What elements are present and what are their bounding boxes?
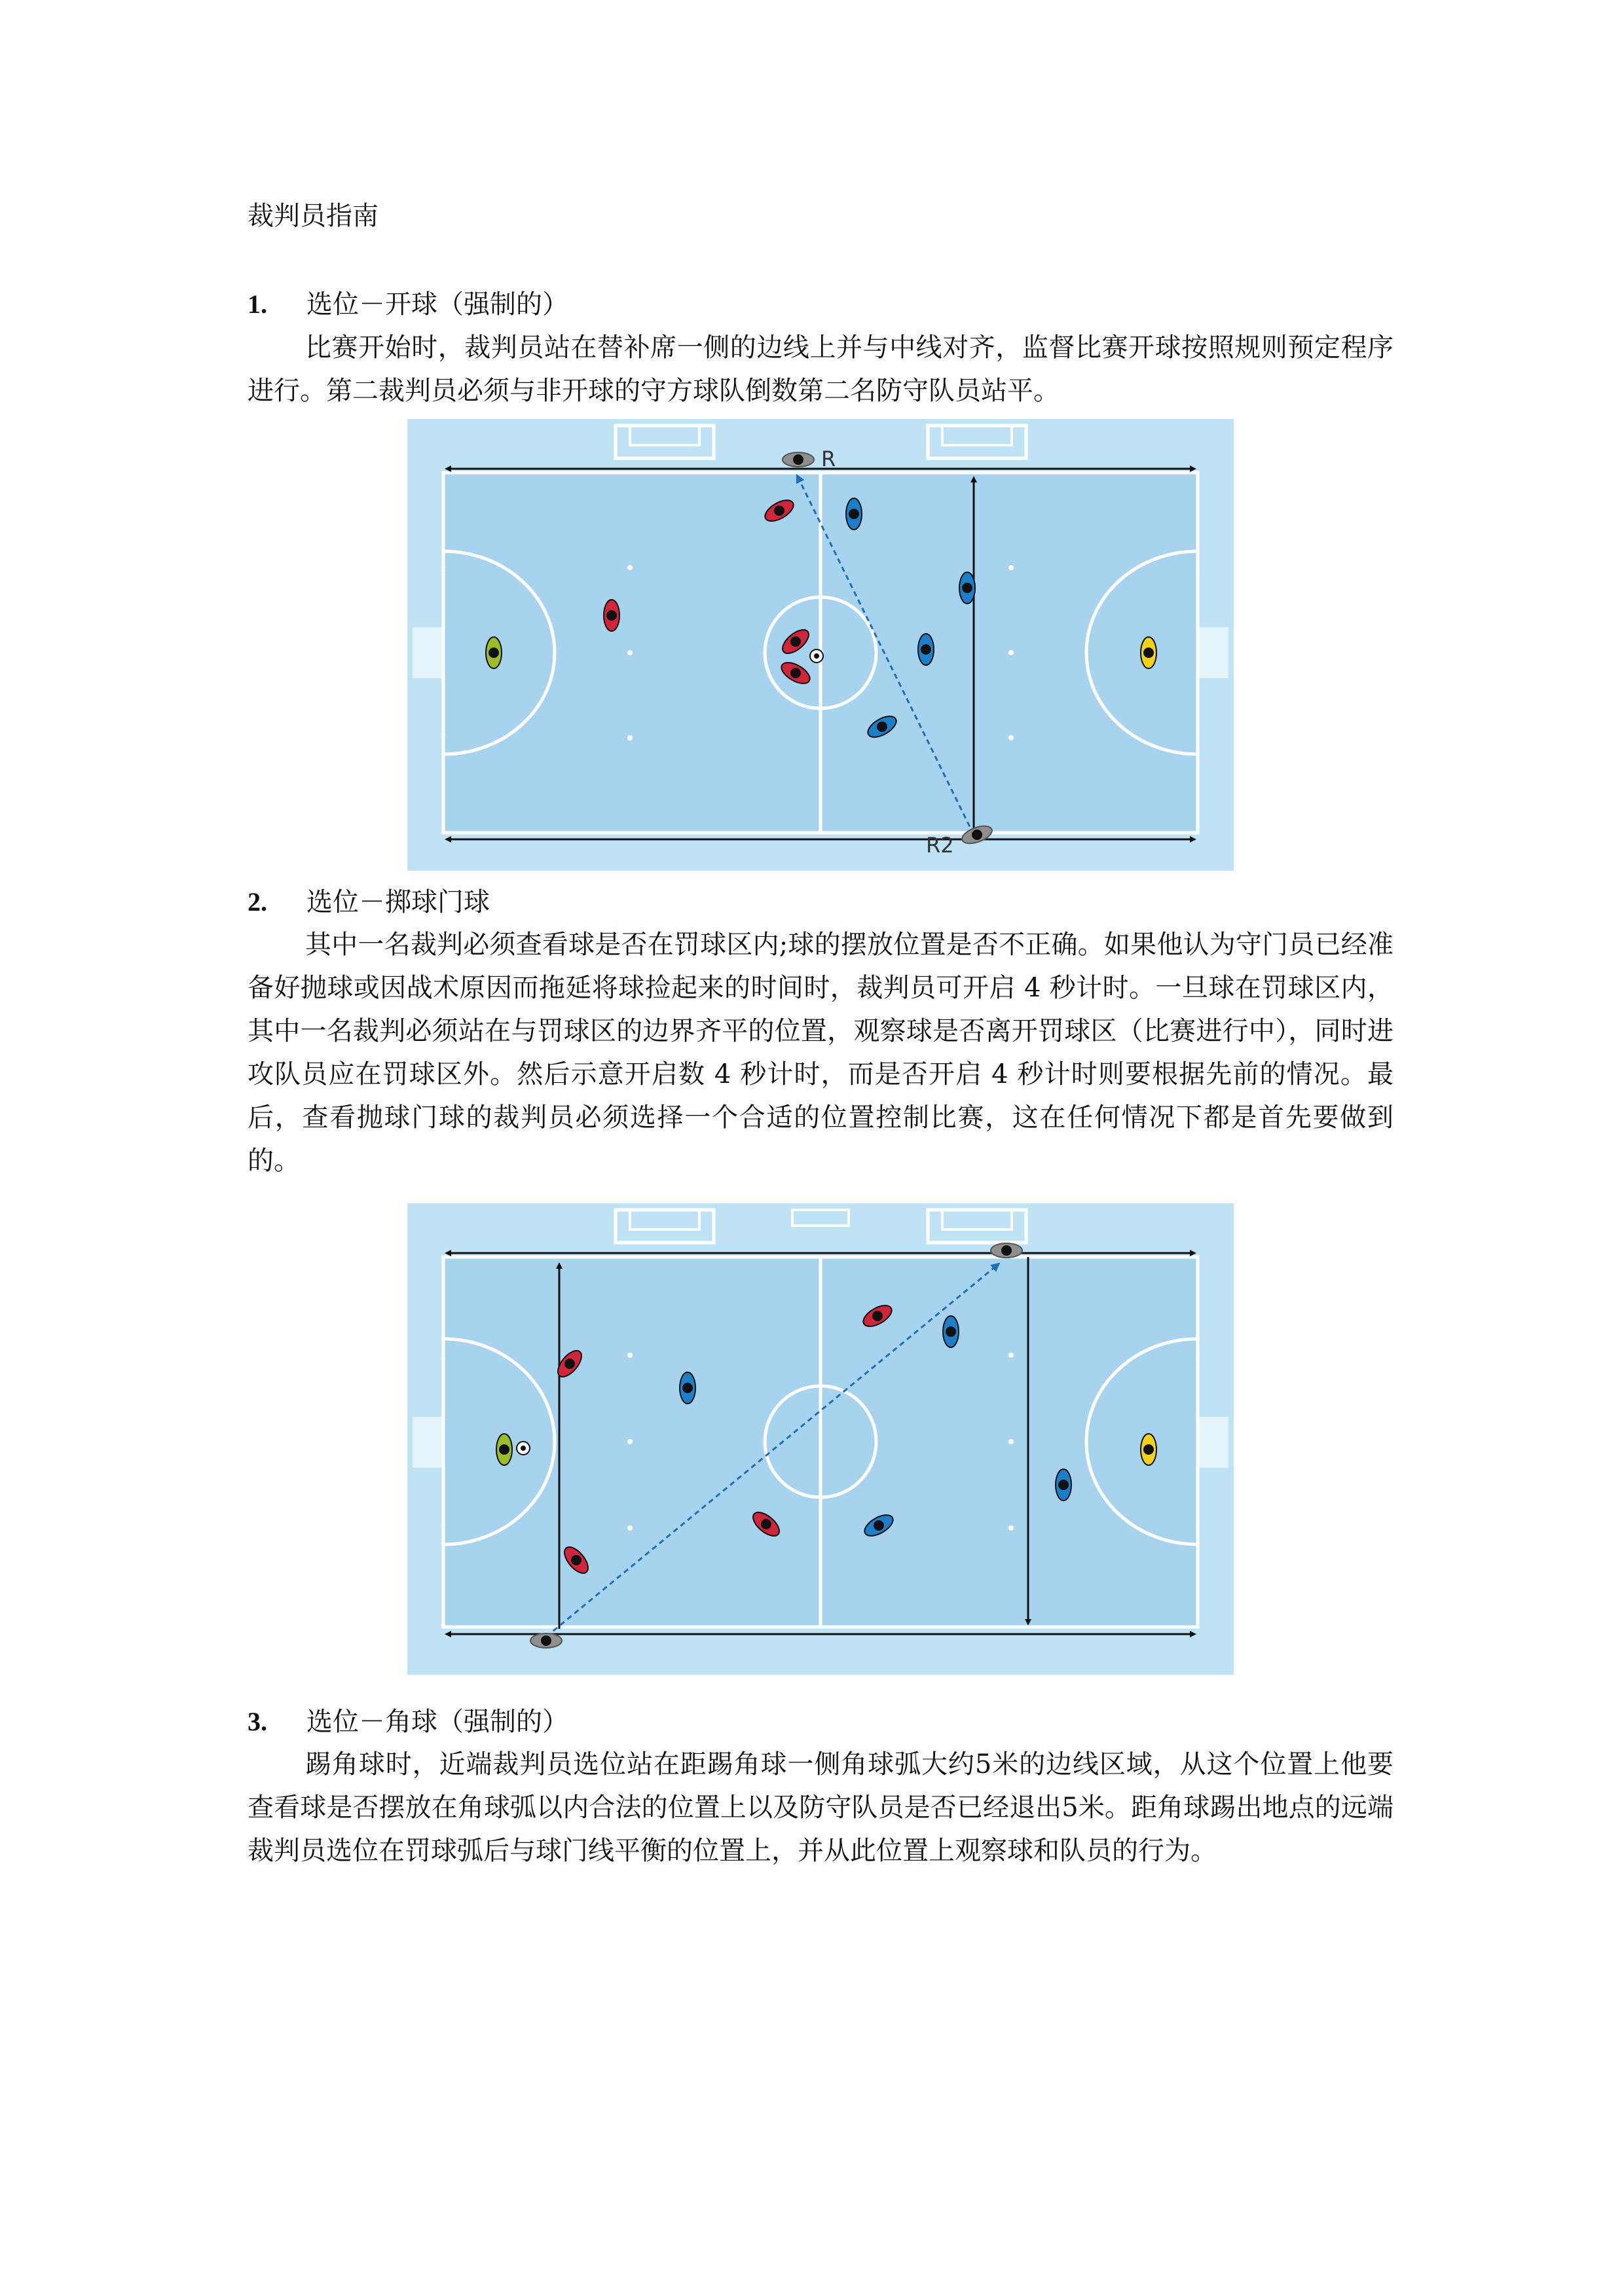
section-1-body: 比赛开始时，裁判员站在替补席一侧的边线上并与中线对齐，监督比赛开球按照规则预定程序进行。第二裁判员必须与非开球的守方球队倒数第二名防守队员站平。 <box>248 333 1393 406</box>
blue-player <box>943 1316 959 1347</box>
section-title: 选位－掷球门球 <box>306 887 490 917</box>
section-2-heading <box>248 883 490 922</box>
section-title: 选位－开球（强制的） <box>306 289 568 319</box>
goal-clearance-diagram <box>407 1203 1234 1675</box>
ball <box>810 649 823 663</box>
section-3-heading <box>248 1702 568 1741</box>
referee-bottom-label: R2 <box>926 833 954 858</box>
blue-player <box>918 634 934 665</box>
goal-clearance-court-svg <box>407 1203 1234 1675</box>
section-number: 3. <box>248 1707 267 1736</box>
goalkeeper-green <box>496 1434 512 1465</box>
blue-player <box>959 572 975 604</box>
section-number: 1. <box>248 289 267 319</box>
blue-player <box>680 1372 695 1404</box>
red-player <box>604 600 619 631</box>
section-1-heading <box>248 285 568 324</box>
goalkeeper-green <box>486 637 502 668</box>
referee-top <box>783 452 814 467</box>
kickoff-court-svg <box>407 419 1234 871</box>
section-3-body: 踢角球时，近端裁判员选位站在距踢角球一侧角球弧大约5米的边线区域，从这个位置上他要查看球是否摆放在角球弧以内合法的位置上以及防守队员是否已经退出5米。距角球踢出地点的远端裁判员选位在罚球弧后与球门线平衡的位置上，并从此位置上观察球和队员的行为。 <box>248 1749 1393 1866</box>
goal-net-left <box>413 1417 443 1468</box>
section-title: 选位－角球（强制的） <box>306 1707 568 1737</box>
goalkeeper-yellow <box>1141 637 1156 668</box>
goal-net-right <box>1198 1417 1228 1468</box>
referee-top-label: R <box>821 446 836 471</box>
goalkeeper-yellow <box>1141 1434 1156 1465</box>
section-number: 2. <box>248 887 267 917</box>
kickoff-diagram <box>407 419 1234 871</box>
ball <box>517 1442 530 1455</box>
section-2-body: 其中一名裁判必须查看球是否在罚球区内;球的摆放位置是否不正确。如果他认为守门员已经准备好抛球或因战术原因而拖延将球捡起来的时间时，裁判员可开启 4 秒计时。一旦球在罚球区内，其中一名裁判必须站在与罚球区的边界齐平的位置，观察球是否离开罚球区（比赛进行中），同时进攻队员应在罚球区外。然后示意开启数 4 秒计时，而是否开启 4 秒计时则要根据先前的情况。最后，查看抛球门球的裁判员必须选择一个合适的位置控制比赛，这在任何情况下都是首先要做到的。 <box>248 930 1393 1176</box>
document-title: 裁判员指南 <box>248 201 378 231</box>
blue-player <box>846 498 862 530</box>
referee-top <box>991 1243 1022 1258</box>
blue-player <box>1056 1469 1071 1501</box>
goal-net-left <box>413 627 443 678</box>
referee-bottom <box>530 1633 562 1648</box>
goal-net-right <box>1198 627 1228 678</box>
